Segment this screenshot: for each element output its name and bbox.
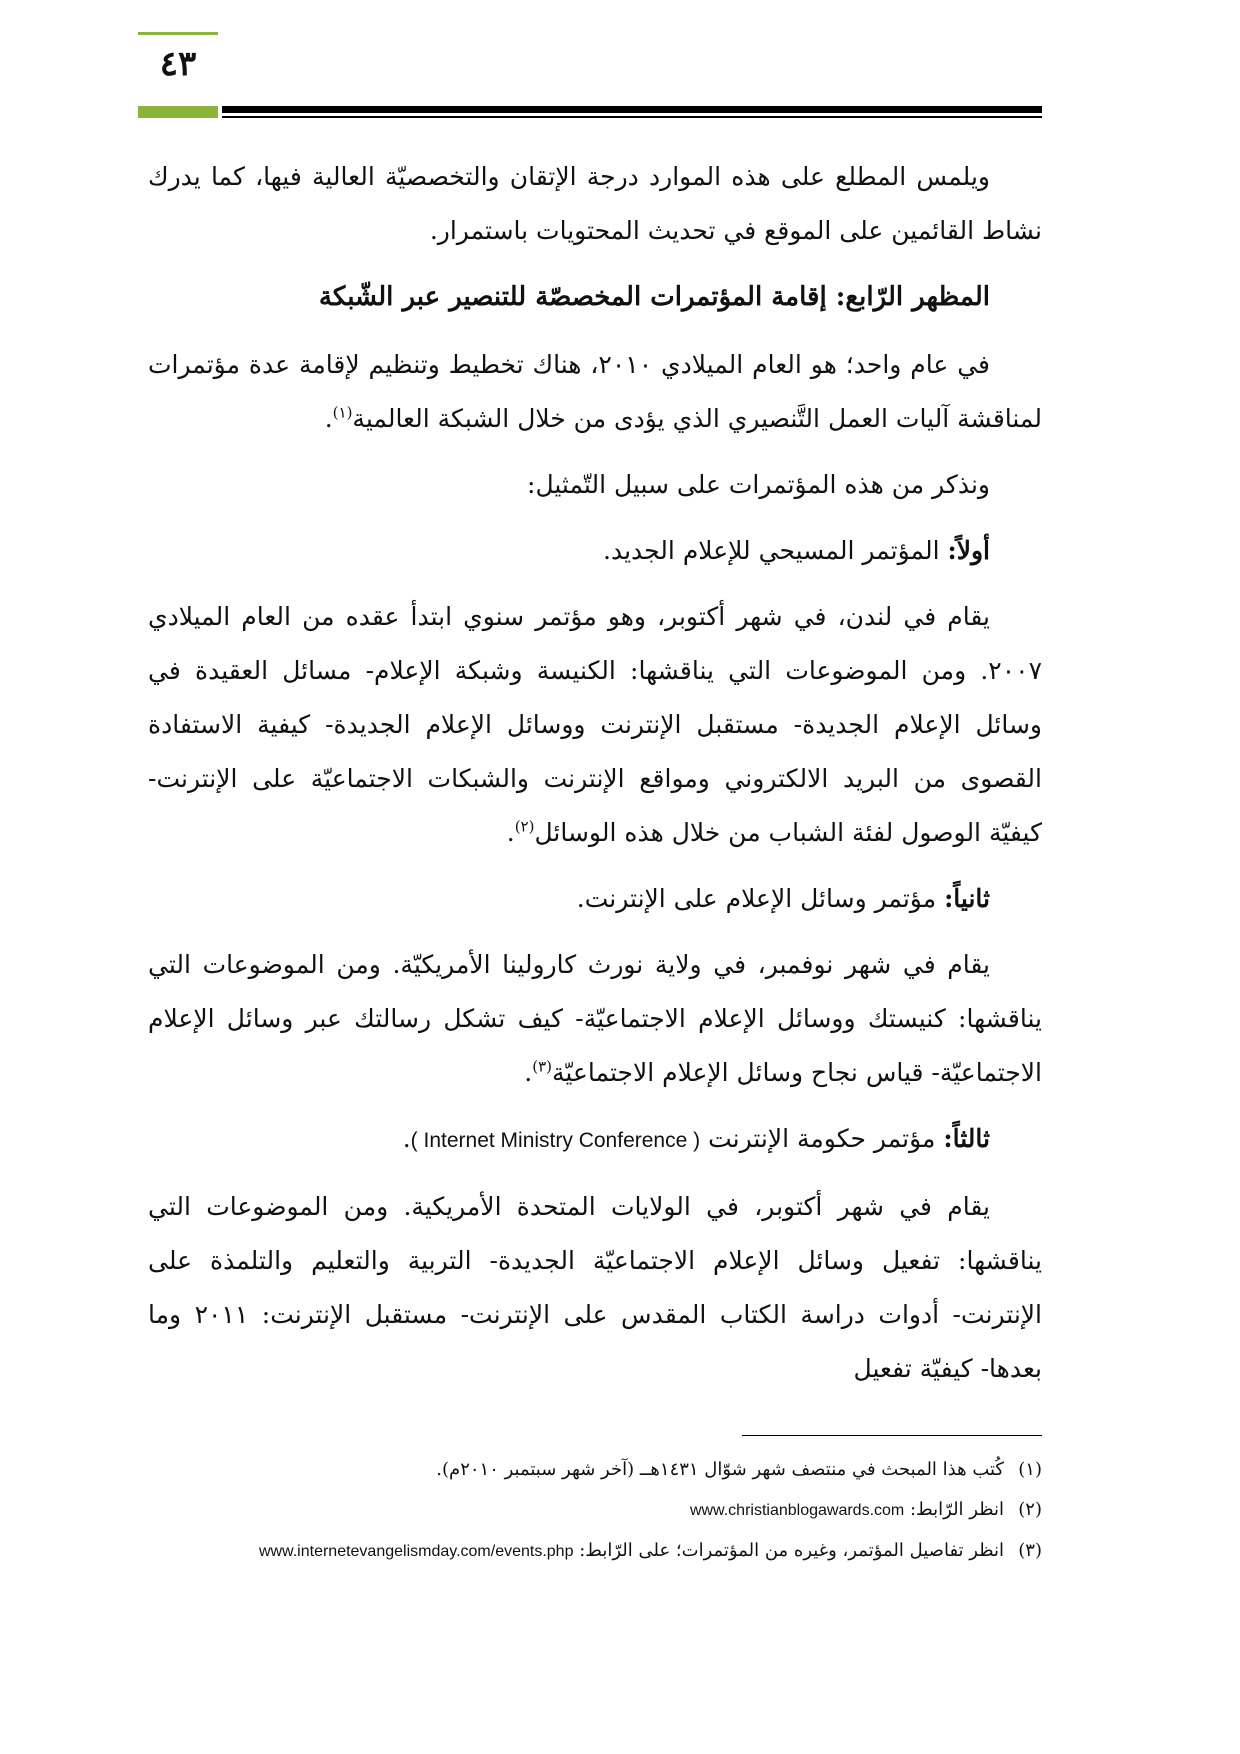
footnote-3: (٣)انظر تفاصيل المؤتمر، وغيره من المؤتمرات؛ على الرّابط: www.internetevangelismday.com/events.php	[258, 1540, 1042, 1561]
paragraph-intro: ويلمس المطلع على هذه الموارد درجة الإتقان والتخصصيّة العالية فيها، كما يدرك نشاط القائمين على الموقع في تحديث المحتويات باستمرار.	[148, 162, 1042, 245]
footnote-2-link[interactable]: www.christianblogawards.com	[689, 1502, 905, 1519]
section-heading: المظهر الرّابع: إقامة المؤتمرات المخصصّة للتنصير عبر الشّبكة	[318, 282, 990, 312]
list-item-third-conference: ثالثاً: مؤتمر حكومة الإنترنت ( Internet Ministry Conference ).	[402, 1124, 990, 1153]
paragraph-third-conference: يقام في شهر أكتوبر، في الولايات المتحدة الأمريكية. ومن الموضوعات التي يناقشها: تفعيل وسائل الإعلام الاجتماعيّة الجديدة- التربية والتعليم والتلمذة على الإنترنت- أدوات دراسة الكتاب المقدس على الإنترنت- مستقبل الإنترنت: ٢٠١١ وما بعدها- كيفيّة تفعيل	[148, 1192, 1042, 1383]
page-body	[148, 150, 1042, 1408]
footnote-ref-1[interactable]: (١)	[332, 403, 353, 422]
paragraph-examples-intro: ونذكر من هذه المؤتمرات على سبيل التّمثيل:	[527, 470, 990, 499]
footnote-ref-3[interactable]: (٣)	[532, 1057, 553, 1076]
page-number: ٤٣	[159, 44, 197, 84]
footnote-2: (٢)انظر الرّابط: www.christianblogawards.com	[689, 1499, 1042, 1520]
header-rule-thin	[222, 116, 1042, 118]
paragraph-conferences-2010: في عام واحد؛ هو العام الميلادي ٢٠١٠، هناك تخطيط وتنظيم لإقامة عدة مؤتمرات لمناقشة آليات العمل التَّنصيري الذي يؤدى من خلال الشبكة العالمية$^{(١)}$.	[148, 350, 1042, 433]
list-item-second-conference: ثانياً: مؤتمر وسائل الإعلام على الإنترنت.	[576, 884, 990, 913]
paragraph-second-conference: يقام في شهر نوفمبر، في ولاية نورث كارولينا الأمريكيّة. ومن الموضوعات التي يناقشها: كنيستك ووسائل الإعلام الاجتماعيّة- كيف تشكل رسالتك عبر وسائل الإعلام الاجتماعيّة- قياس نجاح وسائل الإعلام الاجتماعيّة$^{(٣)}$.	[148, 950, 1042, 1087]
header-rule	[222, 106, 1042, 113]
header-accent-bar	[138, 106, 218, 118]
footnotes	[148, 1450, 1042, 1572]
footnote-separator	[742, 1435, 1042, 1436]
header-accent-line	[138, 32, 218, 35]
footnote-ref-2[interactable]: (٢)	[514, 817, 535, 836]
list-item-first-conference: أولاً: المؤتمر المسيحي للإعلام الجديد.	[603, 536, 990, 565]
paragraph-first-conference: يقام في لندن، في شهر أكتوبر، وهو مؤتمر سنوي ابتدأ عقده من العام الميلادي ٢٠٠٧. ومن الموضوعات التي يناقشها: الكنيسة وشبكة الإعلام- مسائل العقيدة في وسائل الإعلام الجديدة- مستقبل الإنترنت ووسائل الإعلام الجديدة- كيفية الاستفادة القصوى من البريد الالكتروني ومواقع الإنترنت والشبكات الاجتماعيّة على الإنترنت- كيفيّة الوصول لفئة الشباب من خلال هذه الوسائل$^{(٢)}$.	[148, 602, 1042, 847]
footnote-3-link[interactable]: www.internetevangelismday.com/events.php	[258, 1543, 574, 1560]
footnote-1: (١)كُتب هذا المبحث في منتصف شهر شوّال ١٤٣١هــ (آخر شهر سبتمبر ٢٠١٠م).	[436, 1459, 1042, 1480]
